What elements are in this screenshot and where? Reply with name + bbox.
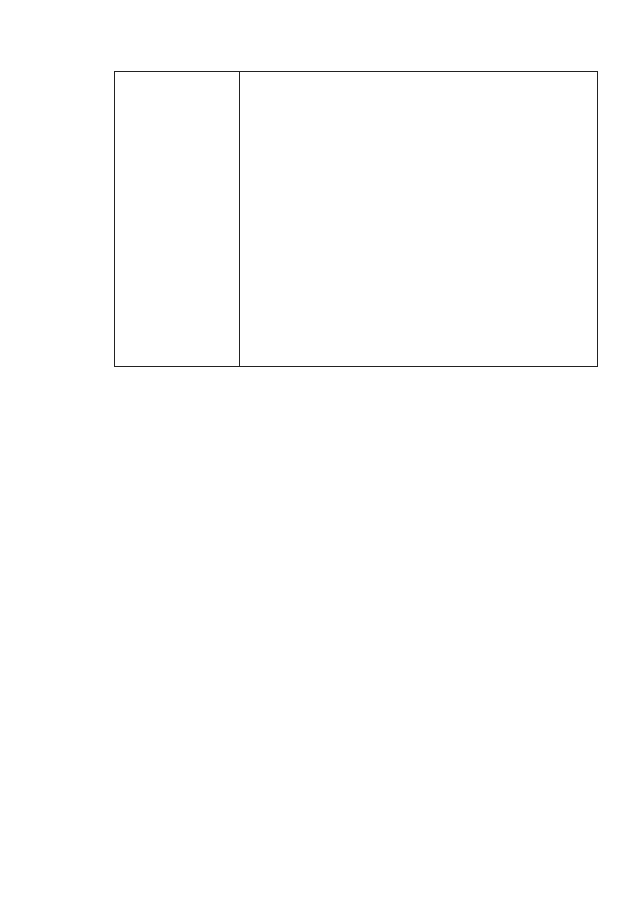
funding-text-cell — [240, 72, 598, 367]
funding-text — [240, 72, 597, 74]
continued-table — [114, 71, 598, 367]
empty-left-cell — [115, 72, 240, 367]
